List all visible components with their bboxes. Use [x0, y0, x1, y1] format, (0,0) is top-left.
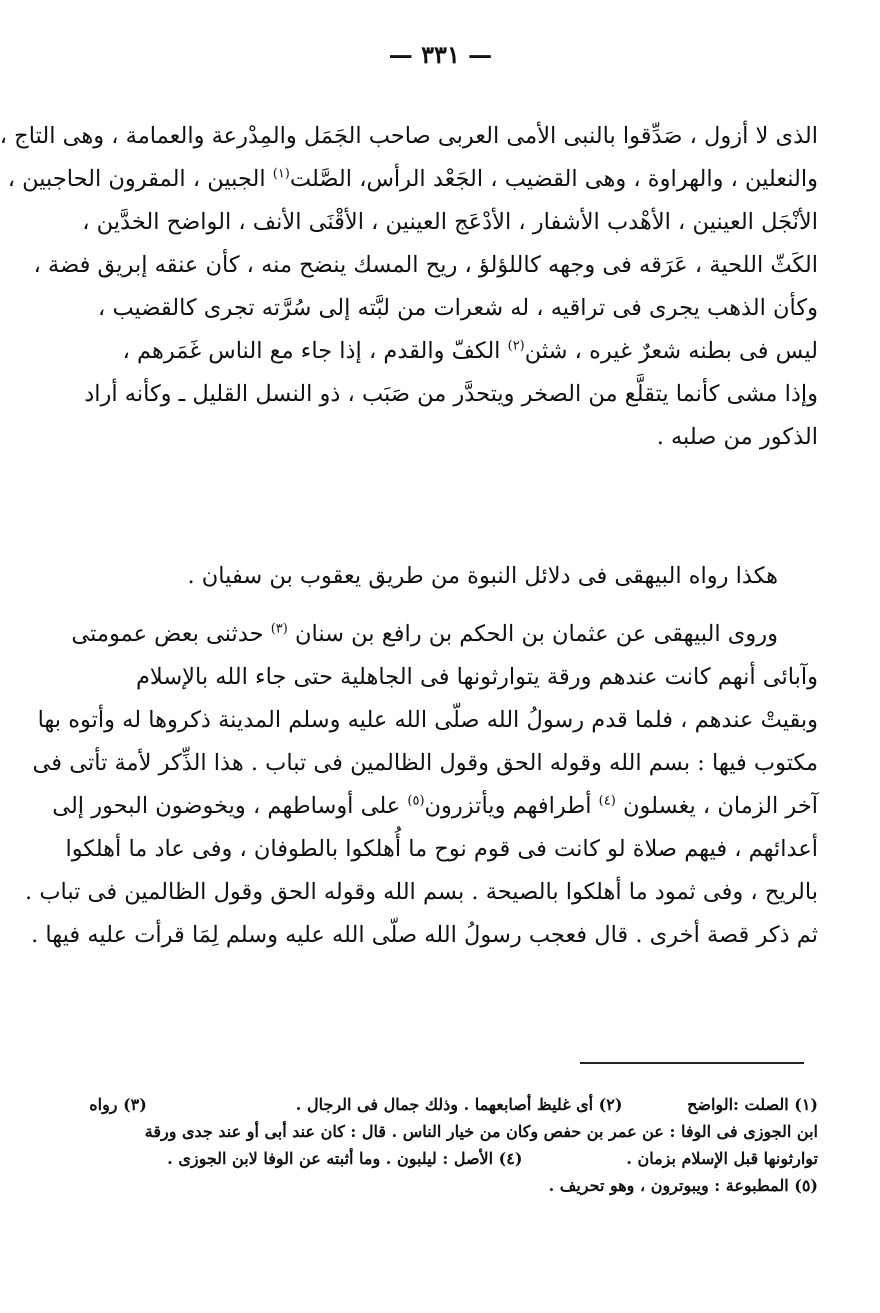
- footnote-3-continuation: ابن الجوزى فى الوفا : عن عمر بن حفص وكان من خيار الناس . قال : كان عند أبى أو عند جدى ورقة: [144, 1122, 818, 1141]
- text-line: الذى لا أزول ، صَدِّقوا بالنبى الأمى العربى صاحب الجَمَل والمِدْرعة والعمامة ، وهى التاج ،: [0, 123, 818, 149]
- text-line: مكتوب فيها : بسم الله وقوله الحق وقول الظالمين فى تباب . هذا الذِّكر لأمة تأتى فى: [32, 750, 818, 776]
- text-line: [66, 613, 818, 656]
- text-line: [7, 158, 818, 201]
- footnote-marker: (٤): [598, 793, 616, 809]
- text-segment: والنعلين ، والهراوة ، وهى القضيب ، الجَعْد الرأس، الصَّلت: [289, 166, 818, 192]
- text-line: بالريح ، وفى ثمود ما أهلكوا بالصيحة . بسم الله وقوله الحق وقول الظالمين فى تباب .: [25, 879, 818, 905]
- footnote-2: (٢) أى غليظ أصابعهما . وذلك جمال فى الرجال .: [295, 1095, 623, 1114]
- text-segment: الجبين ، المقرون الحاجبين ،: [7, 166, 266, 192]
- footnote-separator: [580, 1062, 804, 1064]
- text-segment: أطرافهم ويأتزرون: [424, 793, 592, 819]
- text-segment: ليس فى بطنه شعرٌ غيره ، شثن: [524, 338, 818, 364]
- footnote-4: (٤) الأصل : ليلبون . وما أثبته عن الوفا لابن الجوزى .: [167, 1149, 523, 1168]
- text-line: وآبائى أنهم كانت عندهم ورقة يتوارثونها فى الجاهلية حتى جاء الله بالإسلام: [135, 664, 818, 690]
- page-number: — ٣٣١ —: [388, 40, 493, 69]
- footnote-line: [66, 1145, 818, 1172]
- text-segment: الكفّ والقدم ، إذا جاء مع الناس غَمَرهم ،: [122, 338, 501, 364]
- text-line: وبقيتْ عندهم ، فلما قدم رسولُ الله صلّى الله عليه وسلم المدينة ذكروها له وأتوه بها: [37, 707, 818, 733]
- footnote-marker: (٥): [407, 793, 425, 809]
- text-line: هكذا رواه البيهقى فى دلائل النبوة من طريق يعقوب بن سفيان .: [187, 563, 778, 589]
- paragraph-source: [66, 555, 818, 598]
- footnote-3-start: (٣) رواه: [89, 1095, 147, 1114]
- text-line: [66, 330, 818, 373]
- text-line: الأنْجَل العينين ، الأهْدب الأشفار ، الأدْعَج العينين ، الأقْنَى الأنف ، الواضح الخدَّين ،: [82, 209, 818, 235]
- text-line: وكأن الذهب يجرى فى تراقيه ، له شعرات من لبَّته إلى سُرَّته تجرى كالقضيب ،: [98, 295, 818, 321]
- footnote-1: (١) الصلت :الواضح: [687, 1095, 818, 1114]
- text-line: وإذا مشى كأنما يتقلَّع من الصخر ويتحدَّر من صَبَب ، ذو النسل القليل ـ وكأنه أراد: [84, 381, 818, 407]
- text-line: أعدائهم ، فيهم صلاة لو كانت فى قوم نوح ما أُهلكوا بالطوفان ، وفى عاد ما أهلكوا: [65, 836, 818, 862]
- footnote-3-end: توارثونها قبل الإسلام بزمان .: [626, 1149, 818, 1168]
- text-line: ثم ذكر قصة أخرى . قال فعجب رسولُ الله صلّى الله عليه وسلم لِمَا قرأت عليه فيها .: [31, 922, 818, 948]
- footnote-line: [66, 1091, 818, 1118]
- text-segment: على أوساطهم ، ويخوضون البحور إلى: [52, 793, 401, 819]
- text-line: [52, 785, 818, 828]
- text-segment: وروى البيهقى عن عثمان بن الحكم بن رافع بن سنان: [295, 621, 778, 647]
- text-line: الذكور من صلبه .: [656, 424, 818, 450]
- text-segment: حدثنى بعض عمومتى: [71, 621, 264, 647]
- footnote-5: (٥) المطبوعة : ويبوترون ، وهو تحريف .: [548, 1176, 818, 1195]
- text-segment: آخر الزمان ، يغسلون: [622, 793, 818, 819]
- footnote-marker: (٢): [507, 338, 525, 354]
- text-line: الكَثّ اللحية ، عَرَقه فى وجهه كاللؤلؤ ، ريح المسك ينضح منه ، كأن عنقه إبريق فضة ،: [33, 252, 818, 278]
- paragraph-narration: [25, 613, 818, 957]
- footnote-marker: (١): [272, 166, 290, 182]
- footnotes: [66, 1091, 818, 1199]
- paragraph-description: [0, 115, 818, 459]
- book-page: [1, 0, 880, 1313]
- footnote-marker: (٣): [270, 621, 288, 637]
